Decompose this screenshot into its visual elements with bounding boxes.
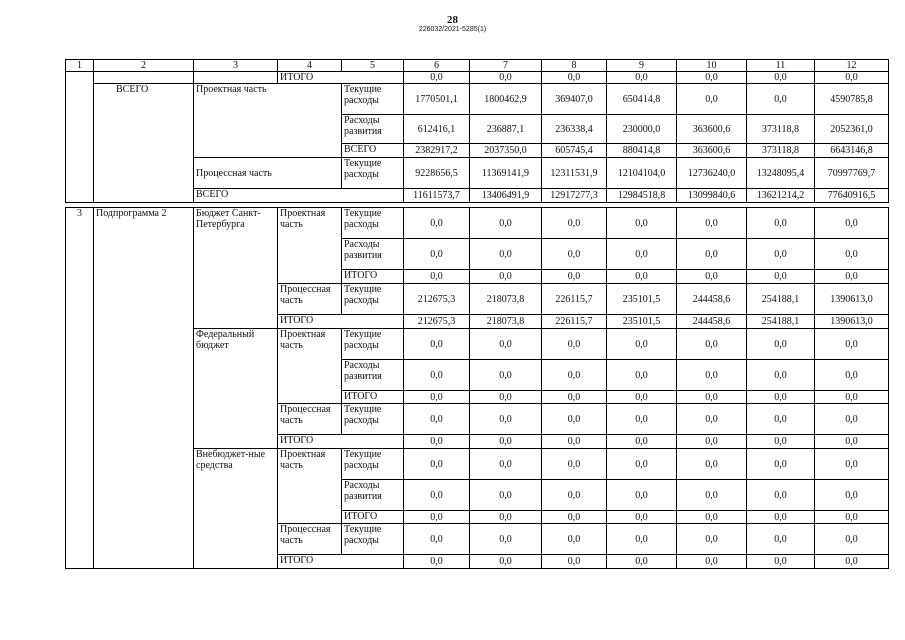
- value-cell: 226115,7: [542, 284, 607, 315]
- value-cell: 0,0: [677, 435, 747, 449]
- value-cell: 9228656,5: [404, 158, 470, 189]
- value-cell: 0,0: [815, 480, 889, 511]
- value-cell: 0,0: [542, 391, 607, 404]
- value-cell: 12984518,8: [607, 189, 677, 203]
- value-cell: 0,0: [815, 435, 889, 449]
- value-cell: 12736240,0: [677, 158, 747, 189]
- value-cell: 650414,8: [607, 84, 677, 115]
- expense-type: Расходы развития: [342, 360, 404, 391]
- value-cell: 0,0: [404, 329, 470, 360]
- value-cell: 0,0: [815, 329, 889, 360]
- value-cell: 2382917,2: [404, 144, 470, 158]
- value-cell: 0,0: [747, 511, 815, 524]
- value-cell: 0,0: [542, 511, 607, 524]
- expense-type: Текущие расходы: [342, 404, 404, 435]
- value-cell: 0,0: [677, 480, 747, 511]
- value-cell: 0,0: [747, 360, 815, 391]
- expense-type: Текущие расходы: [342, 284, 404, 315]
- value-cell: 1800462,9: [470, 84, 542, 115]
- subprogram-label: Подпрограмма 2: [94, 208, 194, 569]
- part-label: Процессная часть: [278, 284, 342, 315]
- budget-table-subprogram: [65, 207, 889, 569]
- part-label: Процессная часть: [194, 158, 342, 189]
- value-cell: 0,0: [542, 449, 607, 480]
- value-cell: 0,0: [470, 404, 542, 435]
- page-number: 28: [447, 14, 458, 26]
- value-cell: 0,0: [542, 72, 607, 84]
- expense-type: Текущие расходы: [342, 208, 404, 239]
- col-6-header: 6: [404, 60, 470, 72]
- value-cell: 0,0: [677, 329, 747, 360]
- value-cell: 0,0: [404, 524, 470, 555]
- value-cell: 12917277,3: [542, 189, 607, 203]
- row-label: ИТОГО: [278, 435, 404, 449]
- value-cell: 0,0: [404, 360, 470, 391]
- value-cell: 0,0: [607, 404, 677, 435]
- value-cell: 0,0: [607, 270, 677, 284]
- value-cell: 0,0: [542, 524, 607, 555]
- value-cell: 0,0: [747, 524, 815, 555]
- expense-type: Текущие расходы: [342, 84, 404, 115]
- value-cell: 0,0: [677, 84, 747, 115]
- value-cell: 0,0: [542, 435, 607, 449]
- value-cell: 0,0: [677, 360, 747, 391]
- value-cell: 0,0: [542, 329, 607, 360]
- part-label: Процессная часть: [278, 404, 342, 435]
- row-number: 3: [66, 208, 94, 569]
- cell-blank: [94, 72, 194, 84]
- col-9-header: 9: [607, 60, 677, 72]
- value-cell: 0,0: [542, 360, 607, 391]
- value-cell: 13099840,6: [677, 189, 747, 203]
- value-cell: 1390613,0: [815, 284, 889, 315]
- value-cell: 0,0: [815, 208, 889, 239]
- value-cell: 0,0: [607, 480, 677, 511]
- col-7-header: 7: [470, 60, 542, 72]
- value-cell: 0,0: [815, 239, 889, 270]
- part-label: Проектная часть: [278, 208, 342, 284]
- value-cell: 11369141,9: [470, 158, 542, 189]
- value-cell: 235101,5: [607, 284, 677, 315]
- value-cell: 0,0: [404, 208, 470, 239]
- value-cell: 0,0: [747, 84, 815, 115]
- value-cell: 70997769,7: [815, 158, 889, 189]
- value-cell: 0,0: [470, 329, 542, 360]
- value-cell: 0,0: [404, 404, 470, 435]
- value-cell: 0,0: [815, 449, 889, 480]
- value-cell: 0,0: [470, 511, 542, 524]
- value-cell: 0,0: [747, 391, 815, 404]
- value-cell: 0,0: [815, 270, 889, 284]
- col-5-header: 5: [342, 60, 404, 72]
- value-cell: 0,0: [677, 555, 747, 569]
- value-cell: 0,0: [747, 72, 815, 84]
- value-cell: 0,0: [677, 511, 747, 524]
- expense-type: Текущие расходы: [342, 449, 404, 480]
- value-cell: 0,0: [607, 391, 677, 404]
- col-12-header: 12: [815, 60, 889, 72]
- value-cell: 6643146,8: [815, 144, 889, 158]
- value-cell: 0,0: [542, 555, 607, 569]
- row-label: ИТОГО: [278, 72, 404, 84]
- value-cell: 13406491,9: [470, 189, 542, 203]
- value-cell: 0,0: [677, 449, 747, 480]
- value-cell: 0,0: [470, 555, 542, 569]
- part-label: Проектная часть: [278, 449, 342, 524]
- value-cell: 0,0: [607, 511, 677, 524]
- table-row: [66, 72, 889, 84]
- value-cell: 605745,4: [542, 144, 607, 158]
- col-3-header: 3: [194, 60, 278, 72]
- expense-type: Расходы развития: [342, 115, 404, 144]
- value-cell: 0,0: [404, 511, 470, 524]
- expense-type: Расходы развития: [342, 239, 404, 270]
- value-cell: 2052361,0: [815, 115, 889, 144]
- value-cell: 0,0: [607, 435, 677, 449]
- cell-blank: [66, 72, 94, 203]
- value-cell: 0,0: [677, 391, 747, 404]
- value-cell: 369407,0: [542, 84, 607, 115]
- value-cell: 0,0: [404, 480, 470, 511]
- value-cell: 0,0: [815, 360, 889, 391]
- value-cell: 1390613,0: [815, 315, 889, 329]
- value-cell: 212675,3: [404, 315, 470, 329]
- col-4-header: 4: [278, 60, 342, 72]
- value-cell: 612416,1: [404, 115, 470, 144]
- value-cell: 236338,4: [542, 115, 607, 144]
- expense-type: ВСЕГО: [342, 144, 404, 158]
- value-cell: 0,0: [470, 435, 542, 449]
- value-cell: 0,0: [747, 239, 815, 270]
- value-cell: 0,0: [542, 270, 607, 284]
- value-cell: 244458,6: [677, 315, 747, 329]
- value-cell: 244458,6: [677, 284, 747, 315]
- col-2-header: 2: [94, 60, 194, 72]
- value-cell: 0,0: [607, 72, 677, 84]
- header-row: [66, 60, 889, 72]
- cell-blank: [194, 72, 278, 84]
- value-cell: 0,0: [677, 239, 747, 270]
- col-1-header: 1: [66, 60, 94, 72]
- expense-type: Текущие расходы: [342, 158, 404, 189]
- value-cell: 218073,8: [470, 315, 542, 329]
- value-cell: 0,0: [747, 435, 815, 449]
- value-cell: 0,0: [404, 435, 470, 449]
- col-8-header: 8: [542, 60, 607, 72]
- value-cell: 0,0: [815, 391, 889, 404]
- value-cell: 0,0: [677, 270, 747, 284]
- value-cell: 0,0: [815, 404, 889, 435]
- value-cell: 0,0: [607, 239, 677, 270]
- value-cell: 0,0: [607, 555, 677, 569]
- expense-type: ИТОГО: [342, 270, 404, 284]
- expense-type: Текущие расходы: [342, 524, 404, 555]
- value-cell: 0,0: [815, 511, 889, 524]
- value-cell: 13621214,2: [747, 189, 815, 203]
- expense-type: ИТОГО: [342, 391, 404, 404]
- col-10-header: 10: [677, 60, 747, 72]
- value-cell: 0,0: [404, 449, 470, 480]
- budget-table: [65, 59, 889, 203]
- part-label: Проектная часть: [278, 329, 342, 404]
- value-cell: 254188,1: [747, 284, 815, 315]
- value-cell: 0,0: [404, 239, 470, 270]
- value-cell: 13248095,4: [747, 158, 815, 189]
- value-cell: 0,0: [470, 480, 542, 511]
- value-cell: 12104104,0: [607, 158, 677, 189]
- value-cell: 212675,3: [404, 284, 470, 315]
- value-cell: 0,0: [470, 270, 542, 284]
- value-cell: 230000,0: [607, 115, 677, 144]
- value-cell: 0,0: [677, 404, 747, 435]
- value-cell: 0,0: [607, 208, 677, 239]
- value-cell: 0,0: [470, 360, 542, 391]
- value-cell: 363600,6: [677, 144, 747, 158]
- value-cell: 373118,8: [747, 115, 815, 144]
- row-label: ИТОГО: [278, 315, 404, 329]
- value-cell: 0,0: [542, 404, 607, 435]
- value-cell: 254188,1: [747, 315, 815, 329]
- table-row: [66, 208, 889, 239]
- part-label: Проектная часть: [194, 84, 342, 158]
- value-cell: 77640916,5: [815, 189, 889, 203]
- expense-type: ИТОГО: [342, 511, 404, 524]
- value-cell: 1770501,1: [404, 84, 470, 115]
- value-cell: 0,0: [542, 239, 607, 270]
- value-cell: 0,0: [815, 72, 889, 84]
- value-cell: 0,0: [815, 555, 889, 569]
- value-cell: 235101,5: [607, 315, 677, 329]
- budget-source-label: Внебюджет-ные средства: [194, 449, 278, 569]
- value-cell: 0,0: [404, 72, 470, 84]
- value-cell: 0,0: [404, 555, 470, 569]
- value-cell: 0,0: [542, 208, 607, 239]
- value-cell: 0,0: [747, 329, 815, 360]
- value-cell: 2037350,0: [470, 144, 542, 158]
- section-label: ВСЕГО: [94, 84, 194, 203]
- value-cell: 236887,1: [470, 115, 542, 144]
- budget-source-label: Бюджет Санкт-Петербурга: [194, 208, 278, 329]
- table-row: [66, 84, 889, 115]
- value-cell: 0,0: [607, 524, 677, 555]
- document-id: 226032/2021-5285(1): [418, 26, 487, 33]
- row-label: ВСЕГО: [194, 189, 404, 203]
- value-cell: 0,0: [677, 524, 747, 555]
- value-cell: 0,0: [404, 391, 470, 404]
- value-cell: 0,0: [747, 555, 815, 569]
- value-cell: 12311531,9: [542, 158, 607, 189]
- value-cell: 0,0: [677, 72, 747, 84]
- value-cell: 0,0: [470, 72, 542, 84]
- value-cell: 363600,6: [677, 115, 747, 144]
- value-cell: 0,0: [607, 329, 677, 360]
- value-cell: 0,0: [747, 480, 815, 511]
- col-11-header: 11: [747, 60, 815, 72]
- value-cell: 218073,8: [470, 284, 542, 315]
- expense-type: Расходы развития: [342, 480, 404, 511]
- value-cell: 880414,8: [607, 144, 677, 158]
- value-cell: 0,0: [747, 404, 815, 435]
- value-cell: 0,0: [470, 449, 542, 480]
- value-cell: 0,0: [470, 208, 542, 239]
- value-cell: 0,0: [607, 360, 677, 391]
- value-cell: 0,0: [470, 391, 542, 404]
- value-cell: 0,0: [607, 449, 677, 480]
- budget-source-label: Федеральный бюджет: [194, 329, 278, 449]
- value-cell: 0,0: [404, 270, 470, 284]
- value-cell: 0,0: [747, 270, 815, 284]
- row-label: ИТОГО: [278, 555, 404, 569]
- part-label: Процессная часть: [278, 524, 342, 555]
- value-cell: 0,0: [677, 208, 747, 239]
- value-cell: 11611573,7: [404, 189, 470, 203]
- value-cell: 0,0: [747, 449, 815, 480]
- value-cell: 4590785,8: [815, 84, 889, 115]
- value-cell: 0,0: [747, 208, 815, 239]
- value-cell: 0,0: [470, 239, 542, 270]
- value-cell: 373118,8: [747, 144, 815, 158]
- value-cell: 0,0: [542, 480, 607, 511]
- expense-type: Текущие расходы: [342, 329, 404, 360]
- value-cell: 0,0: [470, 524, 542, 555]
- value-cell: 0,0: [815, 524, 889, 555]
- value-cell: 226115,7: [542, 315, 607, 329]
